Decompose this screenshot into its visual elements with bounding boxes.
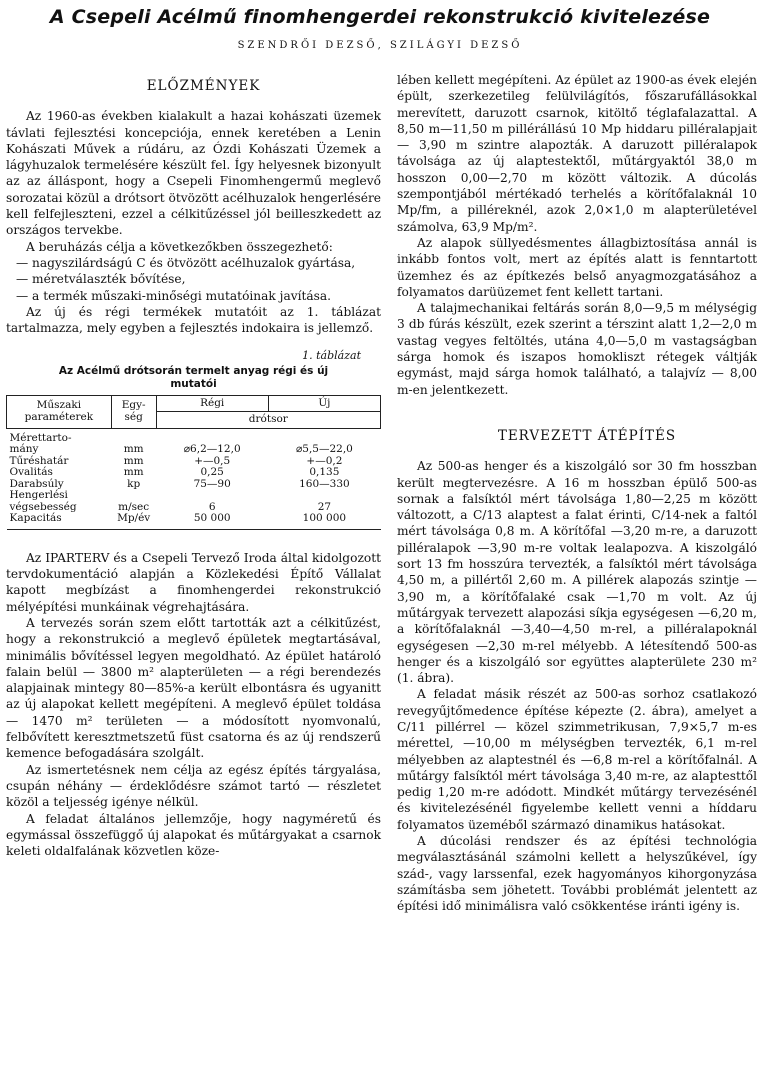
table-title: Az Acélmű drótsorán termelt anyag régi és új mutatói bbox=[58, 364, 329, 390]
table-cell-old: 50 000 bbox=[156, 513, 268, 529]
table-cell-param: Mérettarto- bbox=[7, 428, 112, 444]
paragraph: Az új és régi termékek mutatóit az 1. táblázat tartalmazza, mely egyben a fejlesztés indokaira is jellemző. bbox=[6, 304, 381, 336]
paragraph: A talajmechanikai feltárás során 8,0—9,5 m mélységig 3 db fúrás készült, ezek szerint a térszint alatt 1,2—2,0 m vastag vegyes feltöltés, utána 4,0—5,0 m vastagságban sárga homok és iszapos homokliszt rétegek váltják egymást, majd sárga homok található, a talajvíz — 8,00 m-en jelentkezett. bbox=[397, 301, 757, 397]
data-table bbox=[6, 395, 381, 530]
table-cell-param: végsebesség bbox=[9, 500, 77, 513]
paragraph: Az 500-as henger és a kiszolgáló sor 30 fm hosszban került megtervezésre. A 16 m hosszban épülő 500-as sornak a falsíktól mért távolsága 1,80—2,25 m között változott, a C/13 alaptest a falat érinti, C/14-nek a faltól mért távolsága 0,8 m. A körítőfal —3,20 m-re, a daruzott pilléralapok —3,90 m-re voltak lealapozva. A kiszolgáló sort 13 fm hosszúra tervezték, a falsíktól mért távolsága 4,50 m, a pillértől 2,60 m. A pillérek alapozás szintje —3,90 m, a körítőfalaké csak —1,70 m volt. Az új műtárgyak tervezett alapozási síkja egységesen —6,20 m, a körítőfalaknál —3,40—4,50 m-rel, a pilléralapoknál egységesen —2,30 m-rel mélyebb. A létesítendő 500-as henger és a kiszolgáló sor együttes alapterülete 230 m² (1. ábra). bbox=[397, 459, 757, 686]
table-cell-param: mány bbox=[9, 443, 39, 456]
table-header-old: Régi bbox=[156, 395, 268, 412]
table-cell-old: 6 bbox=[208, 500, 216, 513]
list-item: — méretválaszték bővítése, bbox=[16, 272, 186, 287]
table-cell-param: Hengerlési bbox=[9, 489, 68, 502]
table-cell-unit: mm bbox=[123, 443, 144, 456]
table-cell-old: 0,25 bbox=[200, 466, 224, 479]
table-row bbox=[7, 428, 381, 444]
table-header-param: Műszaki paraméterek bbox=[7, 395, 112, 428]
table-cell-unit: m/sec bbox=[118, 500, 150, 513]
article-authors: SZENDRŐI DEZSŐ, SZILÁGYI DEZSŐ bbox=[237, 40, 523, 51]
table-cell-param: Kapacitás bbox=[7, 513, 112, 529]
article-title: A Csepeli Acélmű finomhengerdei rekonstrukció kivitelezése bbox=[49, 6, 711, 28]
list-item: — nagyszilárdságú C és ötvözött acélhuzalok gyártása, bbox=[16, 255, 356, 270]
section-heading-tervezett-atepites: TERVEZETT ÁTÉPÍTÉS bbox=[497, 427, 677, 444]
table-cell-new: ⌀5,5—22,0 bbox=[295, 443, 353, 456]
table-cell-unit: kp bbox=[127, 477, 141, 490]
paragraph: Az 1960-as években kialakult a hazai kohászati üzemek távlati fejlesztési koncepciója, ennek keretében a Lenin Kohászati Művek a rúdáru, az Ózdi Kohászati Üzemek a lágyhuzalok termelésére készült fel. Így helyesnek bizonyult az az álláspont, hogy a Csepeli Finomhengermű meglevő sorozatai közül a drótsort ötvözött acélhuzalok hengerlésére kell felfejleszteni, ezzel a célkitűzéssel jól beilleszkedett az országos tervekbe. bbox=[6, 109, 381, 238]
table-cell-new: 100 000 bbox=[268, 513, 380, 529]
table-cell-new: 27 bbox=[317, 500, 332, 513]
table-cell-old: +—0,5 bbox=[194, 454, 231, 467]
table-cell-old: ⌀6,2—12,0 bbox=[183, 443, 241, 456]
table-cell-param: Tűréshatár bbox=[9, 454, 69, 467]
table-cell-old bbox=[156, 428, 268, 444]
table-caption: 1. táblázat bbox=[302, 349, 361, 363]
table-cell-param: Ovalitás bbox=[9, 466, 53, 479]
table-cell-unit: mm bbox=[123, 466, 144, 479]
paragraph: Az IPARTERV és a Csepeli Tervező Iroda által kidolgozott tervdokumentáció alapján a Közlekedési Építő Vállalat kapott megbízást a finomhengerdei rekonstrukció mélyépítési munkáinak végrehajtására. bbox=[6, 550, 381, 614]
table-header-sub: drótsor bbox=[156, 412, 380, 429]
paragraph: A beruházás célja a következőkben összegezhető: bbox=[26, 239, 333, 254]
paragraph: Az ismertetésnek nem célja az egész építés tárgyalása, csupán néhány — érdeklődésre számot tartó — részletet közöl a teljesség igénye nélkül. bbox=[6, 762, 381, 810]
list-item: — a termék műszaki-minőségi mutatóinak javítása. bbox=[16, 288, 332, 303]
section-heading-elozmenyek: ELŐZMÉNYEK bbox=[146, 78, 261, 94]
table-cell-param: Darabsúly bbox=[9, 477, 64, 490]
table-row bbox=[7, 513, 381, 529]
paragraph: A dúcolási rendszer és az építési technológia megválasztásánál számolni kellett a helyszűkével, így szád-, vagy larssenfal, ezek hagyományos kihorgonyzása számításba sem jöhetett. További problémát jelentett az építési idő minimálisra való csökkentése iránti igény is. bbox=[397, 834, 757, 914]
left-column bbox=[6, 72, 381, 859]
table-cell-new: 0,135 bbox=[309, 466, 340, 479]
table-header-new: Új bbox=[268, 395, 380, 412]
paragraph: A feladat általános jellemzője, hogy nagyméretű és egymással összefüggő új alapokat és műtárgyakat a csarnok keleti oldalfalának közvetlen köze- bbox=[6, 811, 381, 859]
table-cell-unit: mm bbox=[123, 454, 144, 467]
table-cell-new: 160—330 bbox=[299, 477, 350, 490]
table-cell-old: 75—90 bbox=[193, 477, 231, 490]
table-cell-new bbox=[268, 428, 380, 444]
right-column bbox=[397, 72, 757, 915]
table-header-unit: Egy-ség bbox=[111, 395, 156, 428]
table-cell-new: +—0,2 bbox=[306, 454, 343, 467]
table-cell-unit bbox=[111, 428, 156, 444]
paragraph: Az alapok süllyedésmentes állagbiztosítása annál is inkább fontos volt, mert az építés alatt is fenntartott üzemhez és az építkezés belső anyagmozgatásához a folyamatos darüüzemet fent kellett tartani. bbox=[397, 235, 757, 299]
paragraph: A tervezés során szem előtt tartották azt a célkitűzést, hogy a rekonstrukció a meglevő épületek megtartásával, minimális bővítéssel legyen megoldható. Az épület határoló falain belül — 3800 m² alapterületen — a régi berendezés alapjainak mintegy 80—85%-a került elbontásra és ugyanitt az új alapokat kellett megépíteni. A meglevő épület toldása — 1470 m² területen — a módosított nyomvonalú, felbővített keresztmetszetű füst csatorna és az új rendszerű kemence befogadására szolgált. bbox=[6, 615, 381, 761]
table-cell-unit: Mp/év bbox=[111, 513, 156, 529]
paragraph: A feladat másik részét az 500-as sorhoz csatlakozó revegyűjtőmedence építése képezte (2. ábra), amelyet a C/11 pillérrel — közel szimmetrikusan, 7,9×5,7 m-es mérettel, —10,00 m mélységben tervezték, 6,1 m-rel mélyebben az alaptestnél és —6,8 m-rel a körítőfalnál. A műtárgy falsíktól mért távolsága 3,40 m-re, az alaptesttől pedig 1,20 m-re adódott. Mindkét műtárgy tervezésénél és kivitelezésénél figyelembe kellett venni a híddaru folyamatos üzeméből származó dinamikus hatásokat. bbox=[397, 687, 757, 832]
paragraph: lében kellett megépíteni. Az épület az 1900-as évek elején épült, szerkezetileg felülvilágítós, főszarufállásokkal merevített, daruzott csarnok, kitöltő téglafalazattal. A 8,50 m—11,50 m pillérállású 10 Mp hiddaru pilléralapjait — 3,90 m szintre alapozták. A daruzott pilléralapok távolsága az új alaptestektől, műtárgyaktól 38,0 m hosszon 0,00—2,70 m között változik. A dúcolás szempontjából mértékadó terhelés a körítőfalaknál 10 Mp/fm, a pilléreknél, azok 2,0×1,0 m alapterületével számolva, 63,9 Mp/m². bbox=[397, 73, 757, 234]
